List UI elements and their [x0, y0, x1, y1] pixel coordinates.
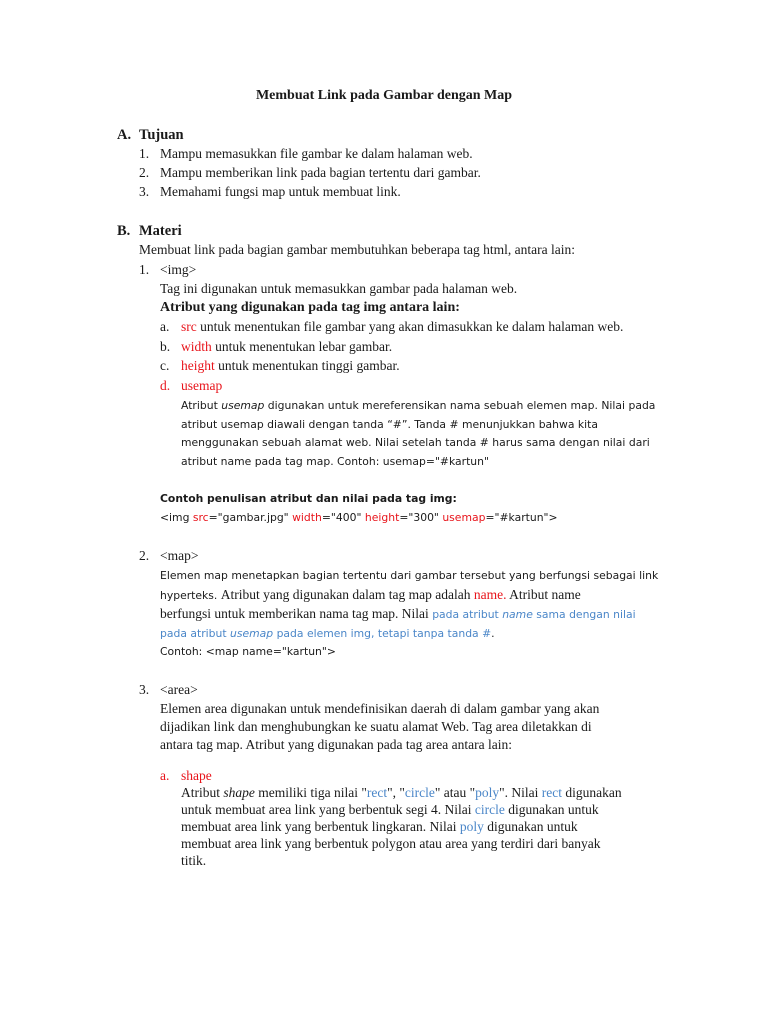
- img-example-code: <img src="gambar.jpg" width="400" height="300" usemap="#kartun">: [160, 511, 558, 524]
- area-desc-line-1: Elemen area digunakan untuk mendefinisikan daerah di dalam gambar yang akan: [160, 701, 600, 716]
- height-keyword: height: [181, 358, 215, 373]
- img-attr-a-letter: a.: [160, 319, 170, 334]
- img-item-tag: <img>: [160, 262, 197, 277]
- section-b-heading: Materi: [139, 223, 182, 239]
- usemap-desc-line-4: atribut name pada tag map. Contoh: usemap="#kartun": [181, 455, 489, 468]
- page-title: Membuat Link pada Gambar dengan Map: [255, 88, 513, 103]
- area-item-tag: <area>: [160, 682, 198, 697]
- section-b-intro: Membuat link pada bagian gambar membutuhkan beberapa tag html, antara lain:: [139, 242, 575, 257]
- goal-1-number: 1.: [139, 146, 150, 161]
- map-example: Contoh: <map name="kartun">: [160, 645, 336, 658]
- shape-desc-line-1: Atribut shape memiliki tiga nilai "rect", "circle" atau "poly". Nilai rect digunakan: [181, 785, 622, 800]
- src-keyword: src: [181, 319, 197, 334]
- map-desc-line-1: Elemen map menetapkan bagian tertentu dari gambar tersebut yang berfungsi sebagai link: [160, 569, 659, 582]
- map-desc-line-3: berfungsi untuk memberikan nama tag map. Nilai pada atribut name sama dengan nilai: [160, 606, 636, 621]
- goal-1-text: Mampu memasukkan file gambar ke dalam halaman web.: [160, 146, 473, 161]
- area-item-number: 3.: [139, 682, 150, 697]
- shape-keyword: shape: [181, 768, 212, 783]
- usemap-desc-line-2: atribut usemap diawali dengan tanda “#”. Tanda # menunjukkan bahwa kita: [181, 418, 598, 431]
- goal-2-text: Mampu memberikan link pada bagian tertentu dari gambar.: [160, 165, 481, 180]
- shape-desc-line-5: titik.: [181, 853, 207, 868]
- section-b-letter: B.: [117, 223, 131, 239]
- img-attr-c: [181, 357, 400, 375]
- width-keyword: width: [181, 339, 212, 354]
- section-a-letter: A.: [117, 127, 132, 143]
- goal-3-number: 3.: [139, 184, 150, 199]
- map-item-number: 2.: [139, 548, 150, 563]
- goal-2-number: 2.: [139, 165, 150, 180]
- img-attr-heading: Atribut yang digunakan pada tag img antara lain:: [160, 300, 460, 315]
- src-description: untuk menentukan file gambar yang akan dimasukkan ke dalam halaman web.: [196, 319, 624, 334]
- img-item-description: Tag ini digunakan untuk memasukkan gambar pada halaman web.: [160, 281, 518, 296]
- section-a-heading: Tujuan: [139, 127, 184, 143]
- img-attr-d-letter: d.: [160, 378, 171, 393]
- usemap-desc-line-1: Atribut usemap digunakan untuk mereferensikan nama sebuah elemen map. Nilai pada: [181, 399, 656, 412]
- img-attr-b: [181, 338, 392, 356]
- usemap-keyword: usemap: [181, 378, 223, 393]
- shape-letter: a.: [160, 768, 170, 783]
- shape-desc-line-2: untuk membuat area link yang berbentuk segi 4. Nilai circle digunakan untuk: [181, 802, 599, 817]
- map-desc-line-2: hyperteks. Atribut yang digunakan dalam tag map adalah name. Atribut name: [160, 587, 581, 602]
- map-desc-line-4: pada atribut usemap pada elemen img, tetapi tanpa tanda #.: [160, 627, 495, 640]
- img-example-heading: Contoh penulisan atribut dan nilai pada tag img:: [160, 492, 457, 505]
- goal-3-text: Memahami fungsi map untuk membuat link.: [160, 184, 401, 199]
- shape-desc-line-3: membuat area link yang berbentuk lingkaran. Nilai poly digunakan untuk: [181, 819, 578, 834]
- shape-desc-line-4: membuat area link yang berbentuk polygon atau area yang terdiri dari banyak: [181, 836, 601, 851]
- img-attr-a: [181, 318, 623, 336]
- map-item-tag: <map>: [160, 548, 199, 563]
- img-attr-b-letter: b.: [160, 339, 171, 354]
- height-description: untuk menentukan tinggi gambar.: [214, 358, 400, 373]
- width-description: untuk menentukan lebar gambar.: [211, 339, 393, 354]
- img-attr-c-letter: c.: [160, 358, 170, 373]
- area-desc-line-2: dijadikan link dan menghubungkan ke suatu alamat Web. Tag area diletakkan di: [160, 719, 592, 734]
- area-desc-line-3: antara tag map. Atribut yang digunakan pada tag area antara lain:: [160, 737, 512, 752]
- img-item-number: 1.: [139, 262, 150, 277]
- usemap-desc-line-3: menggunakan sebuah alamat web. Nilai setelah tanda # harus sama dengan nilai dari: [181, 436, 650, 449]
